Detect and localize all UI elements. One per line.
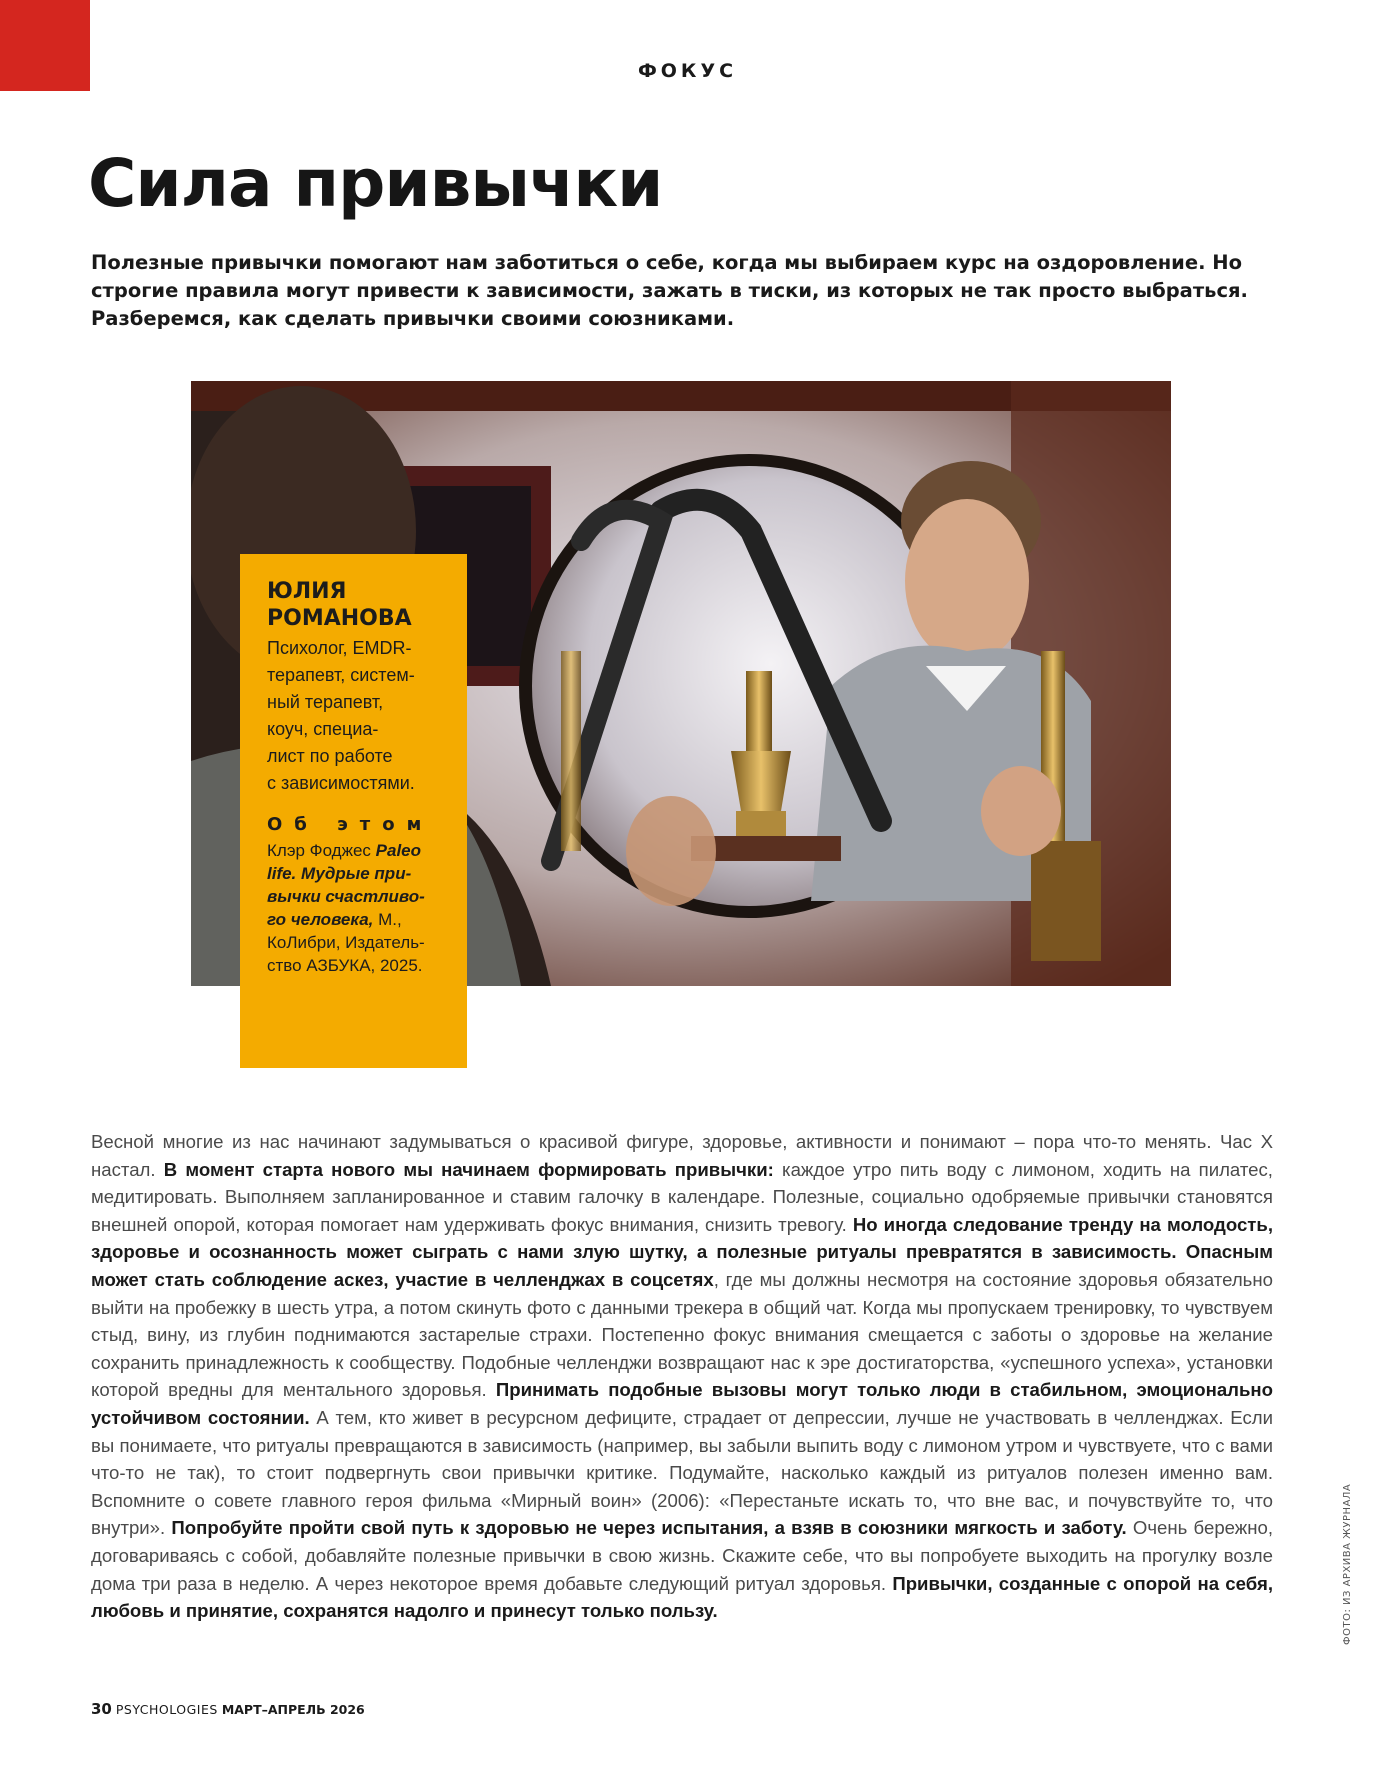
article-lead: Полезные привычки помогают нам заботиться о себе, когда мы выбираем курс на оздоровление. Но строгие правила могут привести к зависимости, зажать в тиски, из которых не так просто выбраться. Разберемся, как сделать привычки своими союзниками.	[91, 251, 1248, 330]
about-label: Об этом	[267, 814, 434, 835]
expert-desc-line: лист по работе	[267, 746, 393, 766]
expert-desc-line: терапевт, систем-	[267, 665, 415, 685]
expert-last-name: РОМАНОВА	[267, 606, 412, 631]
book-title: Paleo	[375, 841, 422, 860]
body-text-run: Очень бережно, договариваясь с собой, добавляйте полезные привычки в свою жизнь. Скажите себе, что вы попробуете выходить на прогулку возле дома три раза в неделю. А через некоторое время добавьте следующий ритуал здоровья.	[91, 1517, 1274, 1594]
body-bold-run: В момент старта нового мы начинаем формировать привычки:	[163, 1158, 774, 1180]
expert-description	[267, 635, 437, 797]
body-text-run: , где мы должны несмотря на состояние здоровья обязательно выйти на пробежку в шесть утра, а потом скинуть фото с данными трекера в общий чат. Когда мы пропускаем тренировку, то чувствуем стыд, вину, из глубин поднимаются застарелые страхи. Постепенно фокус внимания смещается с заботы о здоровье на желание сохранить принадлежность к сообществу. Подобные челленджи возвращают нас к эре достигаторства, «успешного успеха», установки которой вредны для ментального здоровья.	[91, 1268, 1273, 1401]
article-title: Сила привычки	[88, 145, 663, 222]
expert-desc-line: с зависимостями.	[267, 773, 415, 793]
body-bold-run: Принимать подобные вызовы могут только люди в стабильном, эмоционально устойчивом состоянии.	[91, 1379, 1273, 1428]
book-publisher: КоЛибри, Издатель-	[267, 933, 425, 952]
article-body	[91, 1128, 1273, 1625]
expert-name	[267, 578, 437, 632]
expert-desc-line: коуч, специа-	[267, 719, 379, 739]
photo-credit: ФОТО: ИЗ АРХИВА ЖУРНАЛА	[1342, 1483, 1353, 1645]
body-text-run: каждое утро пить воду с лимоном, ходить на пилатес, медитировать. Выполняем запланированное и ставим галочку в календаре. Полезные, социально одобряемые привычки становятся внешней опорой, которая помогает нам удерживать фокус внимания, снизить тревогу.	[91, 1158, 1273, 1235]
book-reference	[267, 839, 437, 977]
book-title: life. Мудрые при-	[267, 864, 412, 883]
expert-first-name: ЮЛИЯ	[267, 579, 347, 604]
book-title: вычки счастливо-	[267, 887, 425, 906]
book-publisher: М.,	[373, 910, 402, 929]
magazine-name: PSYCHOLOGIES	[115, 1702, 218, 1717]
section-label: ФОКУС	[637, 60, 738, 82]
expert-desc-line: ный терапевт,	[267, 692, 384, 712]
page-footer	[91, 1700, 365, 1718]
body-bold-run: Но иногда следование тренду на молодость, здоровье и осознанность может сыграть с нами злую шутку, а полезные ритуалы превратятся в зависимость. Опасным может стать соблюдение аскез, участие в челленджах в соцсетях	[91, 1213, 1273, 1290]
expert-box	[240, 554, 467, 1068]
body-bold-run: Привычки, созданные с опорой на себя, любовь и принятие, сохранятся надолго и принесут только пользу.	[91, 1572, 1273, 1622]
body-bold-run: Попробуйте пройти свой путь к здоровью не через испытания, а взяв в союзники мягкость и заботу.	[171, 1517, 1127, 1539]
book-publisher: ство АЗБУКА, 2025.	[267, 956, 423, 975]
expert-desc-line: Психолог, EMDR-	[267, 638, 412, 658]
book-title: го человека,	[267, 910, 374, 929]
page-number: 30	[91, 1700, 112, 1718]
book-author: Клэр Фоджес	[267, 841, 376, 860]
issue-date: МАРТ–АПРЕЛЬ 2026	[221, 1702, 365, 1717]
body-text-run: Весной многие из нас начинают задумываться о красивой фигуре, здоровье, активности и понимают – пора что-то менять. Час Х настал.	[91, 1131, 1273, 1180]
body-text-run: А тем, кто живет в ресурсном дефиците, страдает от депрессии, лучше не участвовать в челленджах. Если вы понимаете, что ритуалы превращаются в зависимость (например, вы забыли выпить воду с лимоном утром и чувствуете, что с вами что-то не так), то стоит подвергнуть свои привычки критике. Подумайте, насколько каждый из ритуалов полезен именно вам. Вспомните о совете главного героя фильма «Мирный воин» (2006): «Перестаньте искать то, что вне вас, и почувствуйте то, что внутри».	[91, 1406, 1274, 1539]
